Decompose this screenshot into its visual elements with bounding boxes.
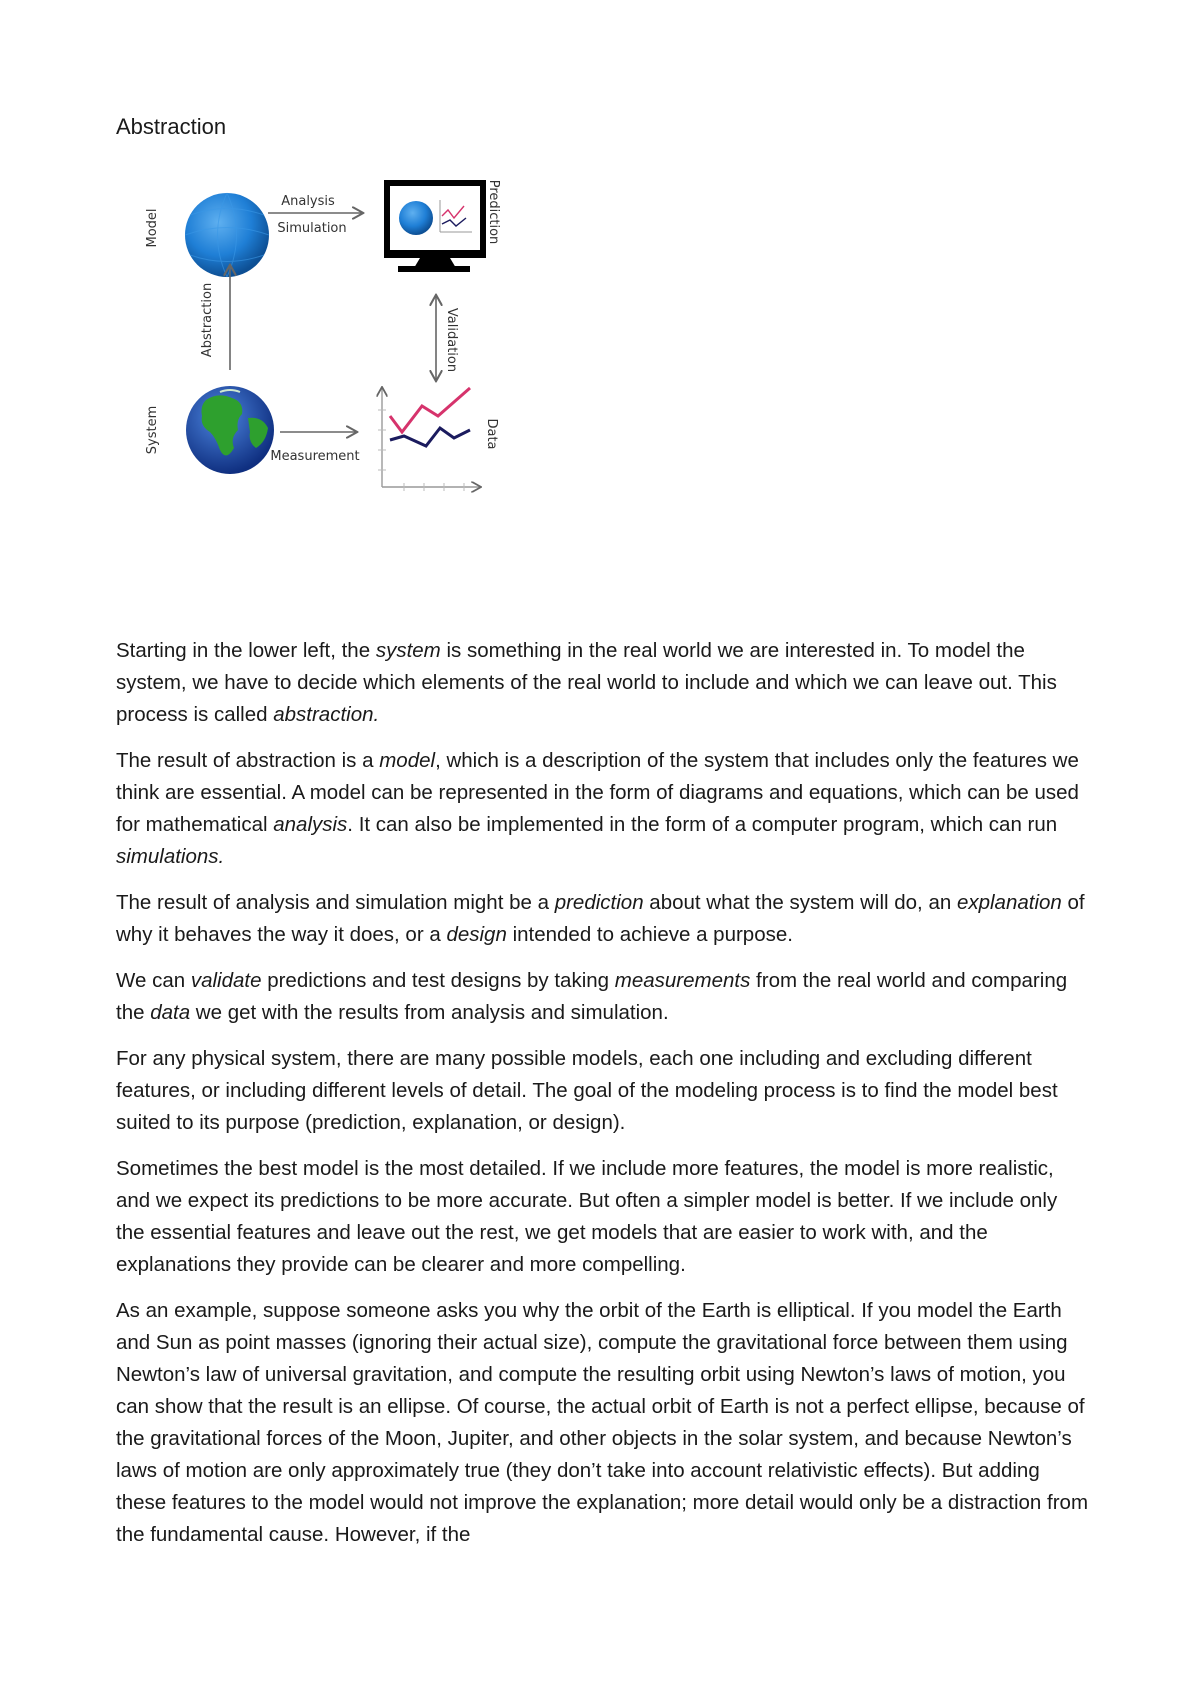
label-model: Model [145,208,160,248]
emphasized-term: model [379,749,436,772]
text-run: , which is a description of the system that includes only the features we think are essential. A model can be represented in the form of diagrams and equations, which can be used for mathematical [116,749,1079,836]
label-validation: Validation [444,307,459,373]
text-run: As an example, suppose someone asks you why the orbit of the Earth is elliptical. If you model the Earth and Sun as point masses (ignoring their actual size), compute the gravitational force between them using Newton’s law of universal gravitation, and compute the resulting orbit using Newton’s laws of motion, you can show that the result is an ellipse. Of course, the actual orbit of Earth is not a perfect ellipse, because of the gravitational forces of the Moon, Jupiter, and other objects in the solar system, and because Newton’s laws of motion are only approximately true (they don’t take into account relativistic effects). But adding these features to the model would not improve the explanation; more detail would only be a distraction from the fundamental cause. However, if the [116,1299,1089,1546]
text-run: For any physical system, there are many possible models, each one including and excluding different features, or including different levels of detail. The goal of the modeling process is to find the model best suited to its purpose (prediction, explanation, or design). [116,1047,1058,1134]
emphasized-term: validate [190,969,262,992]
text-run: we get with the results from analysis and simulation. [190,1001,669,1024]
emphasized-term: abstraction. [273,703,380,726]
paragraph [116,635,1091,731]
emphasized-term: measurements [614,969,751,992]
text-run: is something in the real world we are interested in. To model the system, we have to decide which elements of the real world to include and which we can leave out. This process is called [116,639,1057,726]
label-measurement: Measurement [270,449,360,464]
label-system: System [145,405,160,455]
text-run: predictions and test designs by taking [261,969,615,992]
earth-icon [186,386,274,474]
emphasized-term: data [150,1001,191,1024]
emphasized-term: design [446,923,507,946]
emphasized-term: system [375,639,441,662]
emphasized-term: explanation [956,891,1062,914]
globe-model-icon [185,193,269,277]
paragraph [116,887,1091,951]
emphasized-term: prediction [554,891,644,914]
label-prediction: Prediction [486,179,501,245]
text-run: We can [116,969,191,992]
paragraph [116,1153,1091,1281]
modeling-diagram [145,179,570,540]
paragraph [116,745,1091,873]
text-run: The result of analysis and simulation might be a [116,891,555,914]
computer-monitor-icon [384,180,486,272]
text-run: Starting in the lower left, the [116,639,376,662]
text-run: intended to achieve a purpose. [506,923,793,946]
text-run: The result of abstraction is a [116,749,380,772]
label-data: Data [484,418,499,450]
text-run: . It can also be implemented in the form of a computer program, which can run [347,813,1058,836]
label-analysis: Analysis [281,194,335,209]
paragraph [116,1295,1091,1551]
body-text [116,635,1091,1565]
page-title: Abstraction [116,114,227,139]
paragraph [116,1043,1091,1139]
emphasized-term: simulations. [116,845,225,868]
text-run: from the real world and comparing the [116,969,1068,1024]
modeling-diagram-svg [145,179,570,540]
line-chart-icon [378,388,480,491]
paragraph [116,965,1091,1029]
text-run: of why it behaves the way it does, or a [116,891,1085,946]
text-run: about what the system will do, an [643,891,957,914]
label-abstraction: Abstraction [200,282,215,358]
label-simulation: Simulation [277,221,347,236]
text-run: Sometimes the best model is the most detailed. If we include more features, the model is more realistic, and we expect its predictions to be more accurate. But often a simpler model is better. If we include only the essential features and leave out the rest, we get models that are easier to work with, and the explanations they provide can be clearer and more compelling. [116,1157,1058,1276]
emphasized-term: analysis [273,813,348,836]
